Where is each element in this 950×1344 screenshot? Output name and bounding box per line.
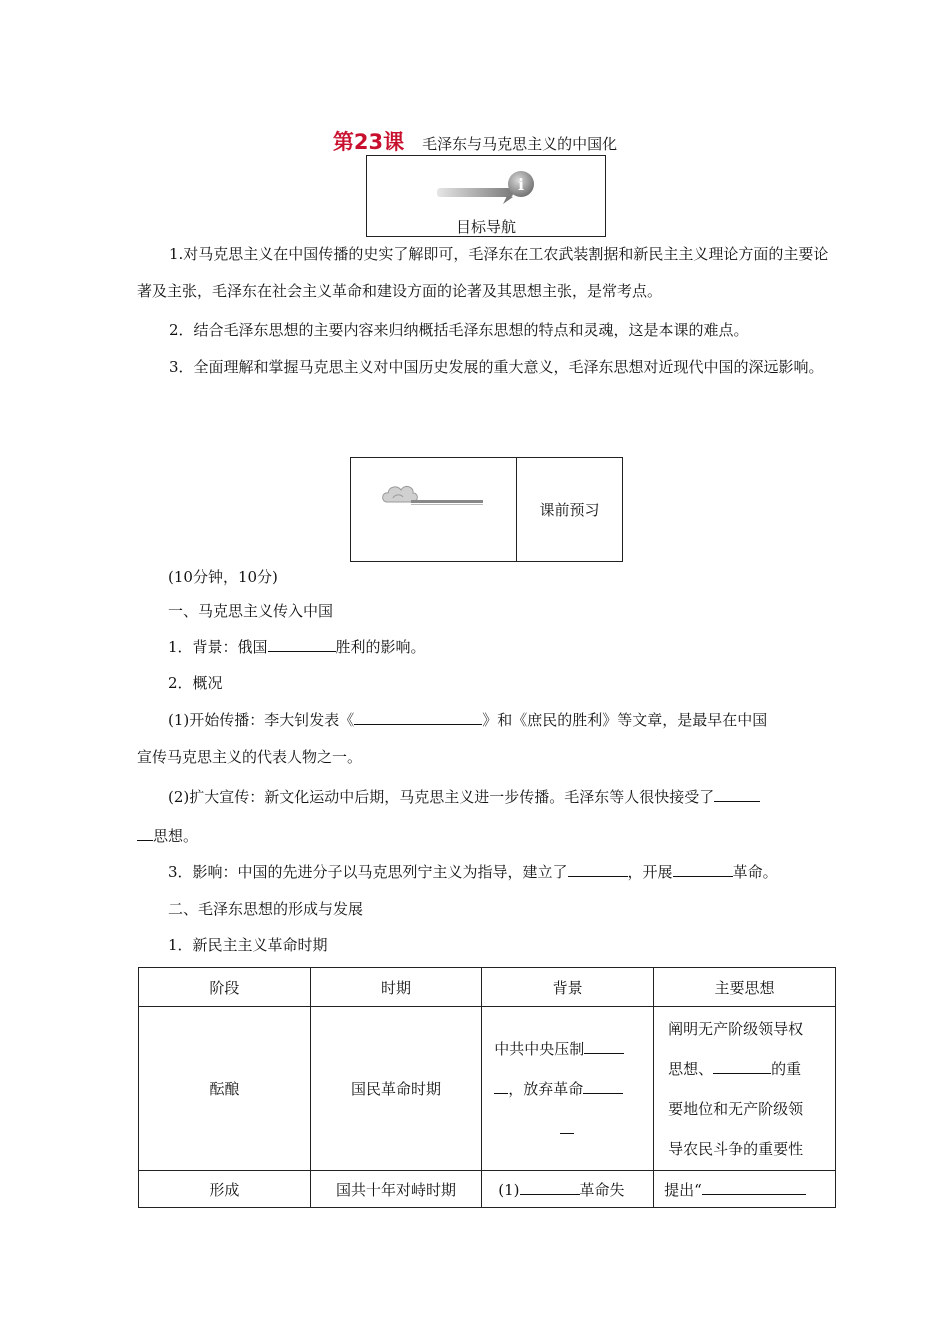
bg-text-1: 中共中央压制: [494, 1039, 585, 1058]
expand-line: [168, 786, 868, 808]
idea-text-1: 提出“: [664, 1180, 702, 1199]
blank-3b: [137, 825, 153, 841]
blank-7a: [583, 1078, 623, 1094]
svg-text:i: i: [517, 175, 525, 194]
cloud-icon: [381, 482, 491, 512]
start-middle: 》和《庶民的胜利》等文章，是最早在中国: [482, 711, 768, 729]
table-header-row: [139, 968, 836, 1007]
impact-middle: ，开展: [627, 863, 673, 881]
cell-main-idea: [654, 1171, 836, 1208]
expand-prefix: (2)扩大宣传：新文化运动中后期，马克思主义进一步传播。毛泽东等人很快接受了: [168, 788, 715, 806]
background-prefix: 1．背景：俄国: [168, 638, 268, 656]
expand-cont-line: [137, 825, 837, 847]
section-2-heading: 二、毛泽东思想的形成与发展: [168, 900, 364, 918]
lesson-number: 第23课: [332, 130, 405, 154]
cell-background: [482, 1171, 654, 1208]
cell-stage: 酝酿: [139, 1007, 311, 1171]
blank-10: [702, 1179, 806, 1195]
start-spread-line: [168, 709, 868, 731]
impact-suffix: 革命。: [732, 863, 778, 881]
blank-7b: [560, 1118, 574, 1134]
blank-4: [568, 861, 628, 877]
cell-background: [482, 1007, 654, 1171]
overview-heading: 2．概况: [168, 674, 223, 692]
blank-6b: [494, 1078, 508, 1094]
lesson-subtitle: 毛泽东与马克思主义的中国化: [422, 135, 618, 153]
idea-text-4: 导农民斗争的重要性: [668, 1139, 804, 1158]
blank-3a: [714, 786, 760, 802]
table-row: [139, 1171, 836, 1208]
time-score: (10分钟，10分): [168, 568, 278, 586]
cell-stage: 形成: [139, 1171, 311, 1208]
blank-9: [520, 1179, 580, 1195]
blank-5: [673, 861, 733, 877]
goal-item-1: 1.对马克思主义在中国传播的史实了解即可，毛泽东在工农武装割据和新民主主义理论方面的主要论著及主张，毛泽东在社会主义革命和建设方面的论著及其思想主张，是常考点。: [137, 245, 829, 300]
bg-text-2: ，放弃革命: [508, 1079, 584, 1098]
goal-navigation-label: 目标导航: [455, 218, 516, 236]
idea-text-2b: 的重: [771, 1059, 802, 1078]
thought-development-table: [138, 967, 836, 1208]
cell-period: 国民革命时期: [310, 1007, 482, 1171]
start-prefix: (1)开始传播：李大钊发表《: [168, 711, 355, 729]
preview-label: 课前预习: [539, 501, 600, 519]
impact-line: [168, 861, 868, 883]
header-background: 背景: [482, 968, 654, 1007]
bg-text-1b: 革命失: [579, 1180, 625, 1199]
cell-main-idea: [654, 1007, 836, 1171]
idea-text-3: 要地位和无产阶级领: [668, 1099, 804, 1118]
goal-item-3: 3．全面理解和掌握马克思主义对中国历史发展的重大意义，毛泽东思想对近现代中国的深远影响。: [169, 358, 824, 376]
preview-box: [350, 457, 623, 562]
header-main-idea: 主要思想: [654, 968, 836, 1007]
blank-8: [713, 1058, 771, 1074]
idea-text-2a: 思想、: [668, 1059, 714, 1078]
idea-text-1: 阐明无产阶级领导权: [668, 1019, 804, 1038]
blank-2: [354, 709, 482, 725]
impact-prefix: 3．影响：中国的先进分子以马克思列宁主义为指导，建立了: [168, 863, 568, 881]
blank-1: [268, 636, 336, 652]
table-row: [139, 1007, 836, 1171]
header-stage: 阶段: [139, 968, 311, 1007]
section-1-heading: 一、马克思主义传入中国: [168, 602, 334, 620]
info-speech-icon: [437, 170, 537, 210]
background-line: [168, 636, 868, 658]
expand-cont: 思想。: [153, 827, 199, 845]
goal-navigation-box: [366, 155, 606, 237]
period-1-heading: 1．新民主主义革命时期: [168, 936, 328, 954]
header-period: 时期: [310, 968, 482, 1007]
bg-text-1a: (1): [498, 1180, 520, 1199]
blank-6a: [584, 1038, 624, 1054]
background-suffix: 胜利的影响。: [335, 638, 426, 656]
lesson-title: [0, 126, 950, 156]
start-spread-cont: 宣传马克思主义的代表人物之一。: [137, 748, 363, 766]
goal-item-2: 2．结合毛泽东思想的主要内容来归纳概括毛泽东思想的特点和灵魂，这是本课的难点。: [169, 321, 749, 339]
cell-period: 国共十年对峙时期: [310, 1171, 482, 1208]
